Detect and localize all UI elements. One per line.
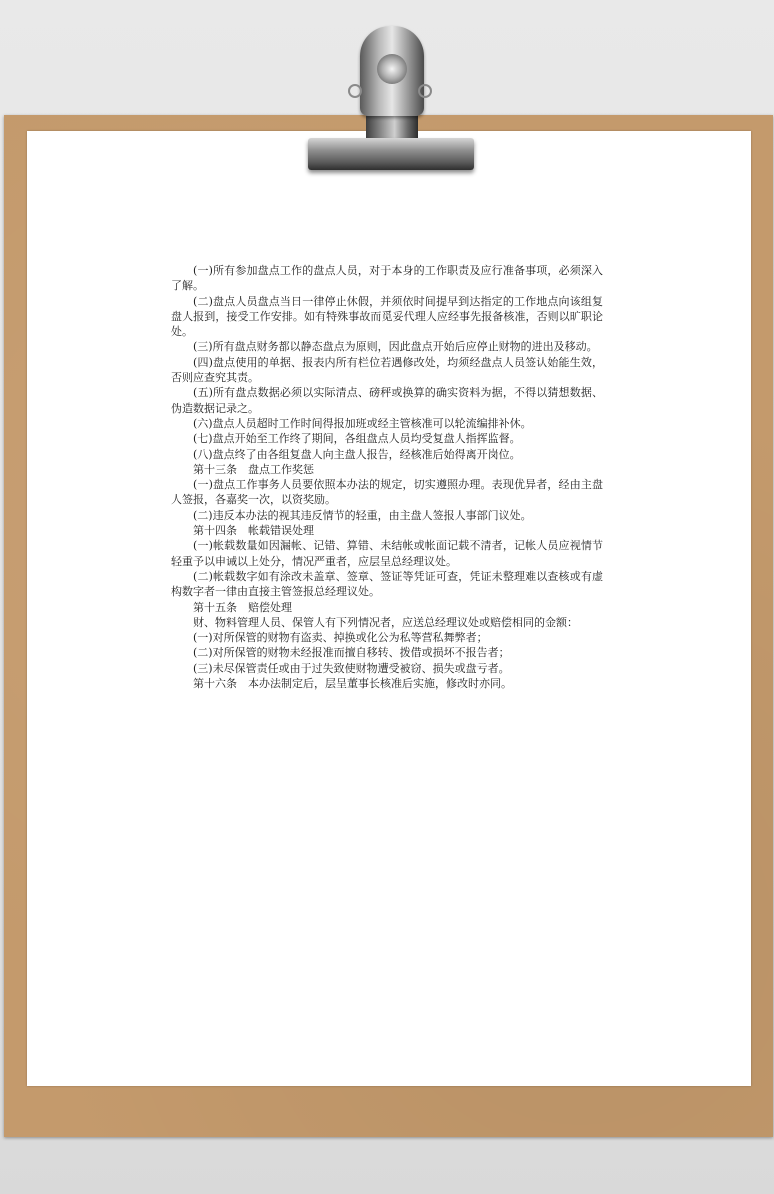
paragraph: (二)违反本办法的视其违反情节的轻重，由主盘人签报人事部门议处。 xyxy=(193,508,532,522)
section-heading: 第十三条 盘点工作奖惩 xyxy=(193,462,314,476)
paragraph: 财、物料管理人员、保管人有下列情况者，应送总经理议处或赔偿相同的金额： xyxy=(193,615,578,629)
paragraph: (二)盘点人员盘点当日一律停止休假，并须依时间提早到达指定的工作地点向该组复盘人报到，接受工作安排。如有特殊事故而觅妥代理人应经事先报备核准，否则以旷职论处。 xyxy=(171,294,603,339)
document-body xyxy=(171,263,603,691)
paragraph: (二)对所保管的财物未经报准而擅自移转、拨借或损坏不报告者； xyxy=(193,646,510,660)
section-heading: 第十五条 赔偿处理 xyxy=(193,600,292,614)
paragraph: (三)所有盘点财务都以静态盘点为原则，因此盘点开始后应停止财物的进出及移动。 xyxy=(193,340,598,354)
paragraph: (二)帐载数字如有涂改未盖章、签章、签证等凭证可查，凭证未整理难以查核或有虚构数字者一律由直接主管签报总经理议处。 xyxy=(171,569,603,599)
paragraph: (一)帐载数量如因漏帐、记错、算错、未结帐或帐面记载不清者，记帐人员应视情节轻重予以申诫以上处分，情况严重者，应层呈总经理议处。 xyxy=(171,539,603,568)
paragraph: (三)未尽保管责任或由于过失致使财物遭受被窃、损失或盘亏者。 xyxy=(193,661,510,675)
paragraph: (五)所有盘点数据必须以实际清点、磅秤或换算的确实资料为据，不得以猜想数据、伪造数据记录之。 xyxy=(171,386,603,415)
section-heading: 第十四条 帐载错误处理 xyxy=(193,524,314,538)
paragraph: (七)盘点开始至工作终了期间，各组盘点人员均受复盘人指挥监督。 xyxy=(193,432,521,446)
paragraph: (一)盘点工作事务人员要依照本办法的规定，切实遵照办理。表现优异者，经由主盘人签报，各嘉奖一次，以资奖励。 xyxy=(171,478,603,507)
paragraph: (六)盘点人员超时工作时间得报加班或经主管核准可以轮流编排补休。 xyxy=(193,416,532,430)
binder-clip-icon xyxy=(300,26,480,176)
paragraph: (八)盘点终了由各组复盘人向主盘人报告，经核准后始得离开岗位。 xyxy=(193,447,521,461)
section-heading: 第十六条 本办法制定后，层呈董事长核准后实施，修改时亦同。 xyxy=(193,677,512,691)
paragraph: (一)对所保管的财物有盗卖、掉换或化公为私等营私舞弊者； xyxy=(193,631,488,645)
paragraph: (四)盘点使用的单据、报表内所有栏位若遇修改处，均须经盘点人员签认始能生效，否则应查究其责。 xyxy=(171,355,603,385)
paragraph: (一)所有参加盘点工作的盘点人员，对于本身的工作职责及应行准备事项，必须深入了解。 xyxy=(171,264,603,293)
